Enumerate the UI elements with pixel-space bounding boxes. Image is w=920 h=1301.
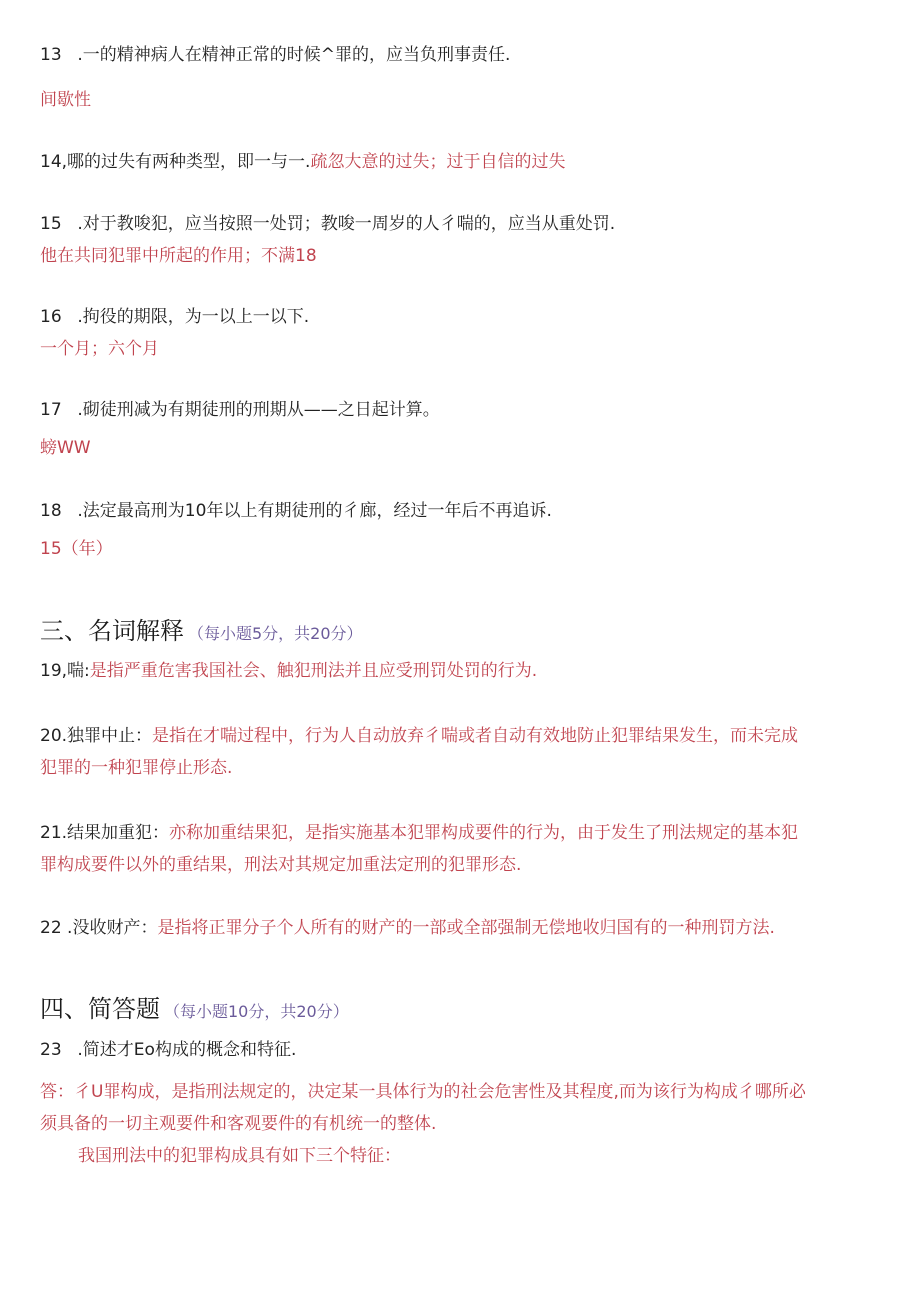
question-number: 14,	[40, 152, 68, 172]
answer-13: 间歇性	[40, 90, 91, 110]
answer-17: 螃WW	[40, 438, 91, 458]
question-13	[40, 43, 880, 67]
question-text: .对于教唆犯，应当按照一处罚；教唆一周岁的人彳喘的，应当从重处罚.	[77, 214, 616, 234]
question-number: 23	[40, 1040, 62, 1060]
question-18	[40, 499, 880, 523]
question-number: 15	[40, 214, 62, 234]
term-definition-cont: 罪构成要件以外的重结果，刑法对其规定加重法定刑的犯罪形态.	[40, 855, 522, 875]
term-21	[40, 817, 880, 881]
answer-line: 我国刑法中的犯罪构成具有如下三个	[78, 1146, 350, 1166]
inline-answer: 疏忽大意的过失；过于自信的过失	[310, 152, 566, 172]
section-heading-4	[40, 992, 349, 1029]
question-text: .法定最高刑为10年以上有期徒刑的彳廊，经过一年后不再追诉.	[77, 501, 552, 521]
term-22	[40, 912, 880, 944]
question-14	[40, 150, 880, 174]
answer-15: 他在共同犯罪中所起的作用；不满18	[40, 246, 317, 266]
term-definition: 是指严重危害我国社会、触犯刑法并且应受刑罚处罚的行为.	[89, 661, 538, 681]
answer-18: 15（年）	[40, 539, 113, 559]
term-definition: 亦称加重结果犯，是指实施基本犯罪构成要件的行为，由于发生了刑法规定的基本犯	[169, 823, 799, 843]
section-heading-3	[40, 614, 363, 651]
question-text: .一的精神病人在精神正常的时候^罪的，应当负刑事责任.	[77, 45, 511, 65]
term-label: 20.独罪中止：	[40, 726, 153, 746]
question-23	[40, 1038, 880, 1062]
answer-23	[40, 1076, 880, 1172]
question-text: .拘役的期限，为一以上一以下.	[77, 307, 310, 327]
term-label: 19,喘:	[40, 661, 90, 681]
question-16	[40, 305, 880, 329]
answer-line: 须具备的一切主观要件和客观要件的有机统一的整体.	[40, 1114, 437, 1134]
section-subtitle: （每小题5分，共20分）	[188, 624, 363, 643]
question-text: 哪的过失有两种类型，即一与一.	[67, 152, 311, 172]
question-number: 18	[40, 501, 62, 521]
answer-16: 一个月；六个月	[40, 339, 159, 359]
answer-line-end: 特征：	[350, 1146, 401, 1166]
section-subtitle: （每小题10分，共20分）	[164, 1002, 349, 1021]
section-title: 三、名词解释	[40, 617, 184, 645]
term-definition: 是指在才喘过程中，行为人自动放弃彳喘或者自动有效地防止犯罪结果发生，而未完成	[152, 726, 799, 746]
answer-line: 答：彳U罪构成，是指刑法规定的，决定某一具体行为的社会危害性及其程度,而为该行为构成彳哪所必	[40, 1082, 806, 1102]
term-definition-cont: 犯罪的一种犯罪停止形态.	[40, 758, 233, 778]
question-number: 13	[40, 45, 62, 65]
term-19	[40, 655, 880, 687]
term-definition: 是指将正罪分子个人所有的财产的一部或全部强制无偿地收归国有的一种刑罚方法.	[157, 918, 775, 938]
term-label: 22 .没收财产：	[40, 918, 158, 938]
question-text: .砌徒刑减为有期徒刑的刑期从——之日起计算。	[77, 400, 440, 420]
term-label: 21.结果加重犯：	[40, 823, 170, 843]
question-number: 16	[40, 307, 62, 327]
question-number: 17	[40, 400, 62, 420]
section-title: 四、简答题	[40, 995, 160, 1023]
question-15	[40, 212, 880, 236]
question-text: .简述才Eo构成的概念和特征.	[77, 1040, 297, 1060]
question-17	[40, 398, 880, 422]
term-20	[40, 720, 880, 784]
